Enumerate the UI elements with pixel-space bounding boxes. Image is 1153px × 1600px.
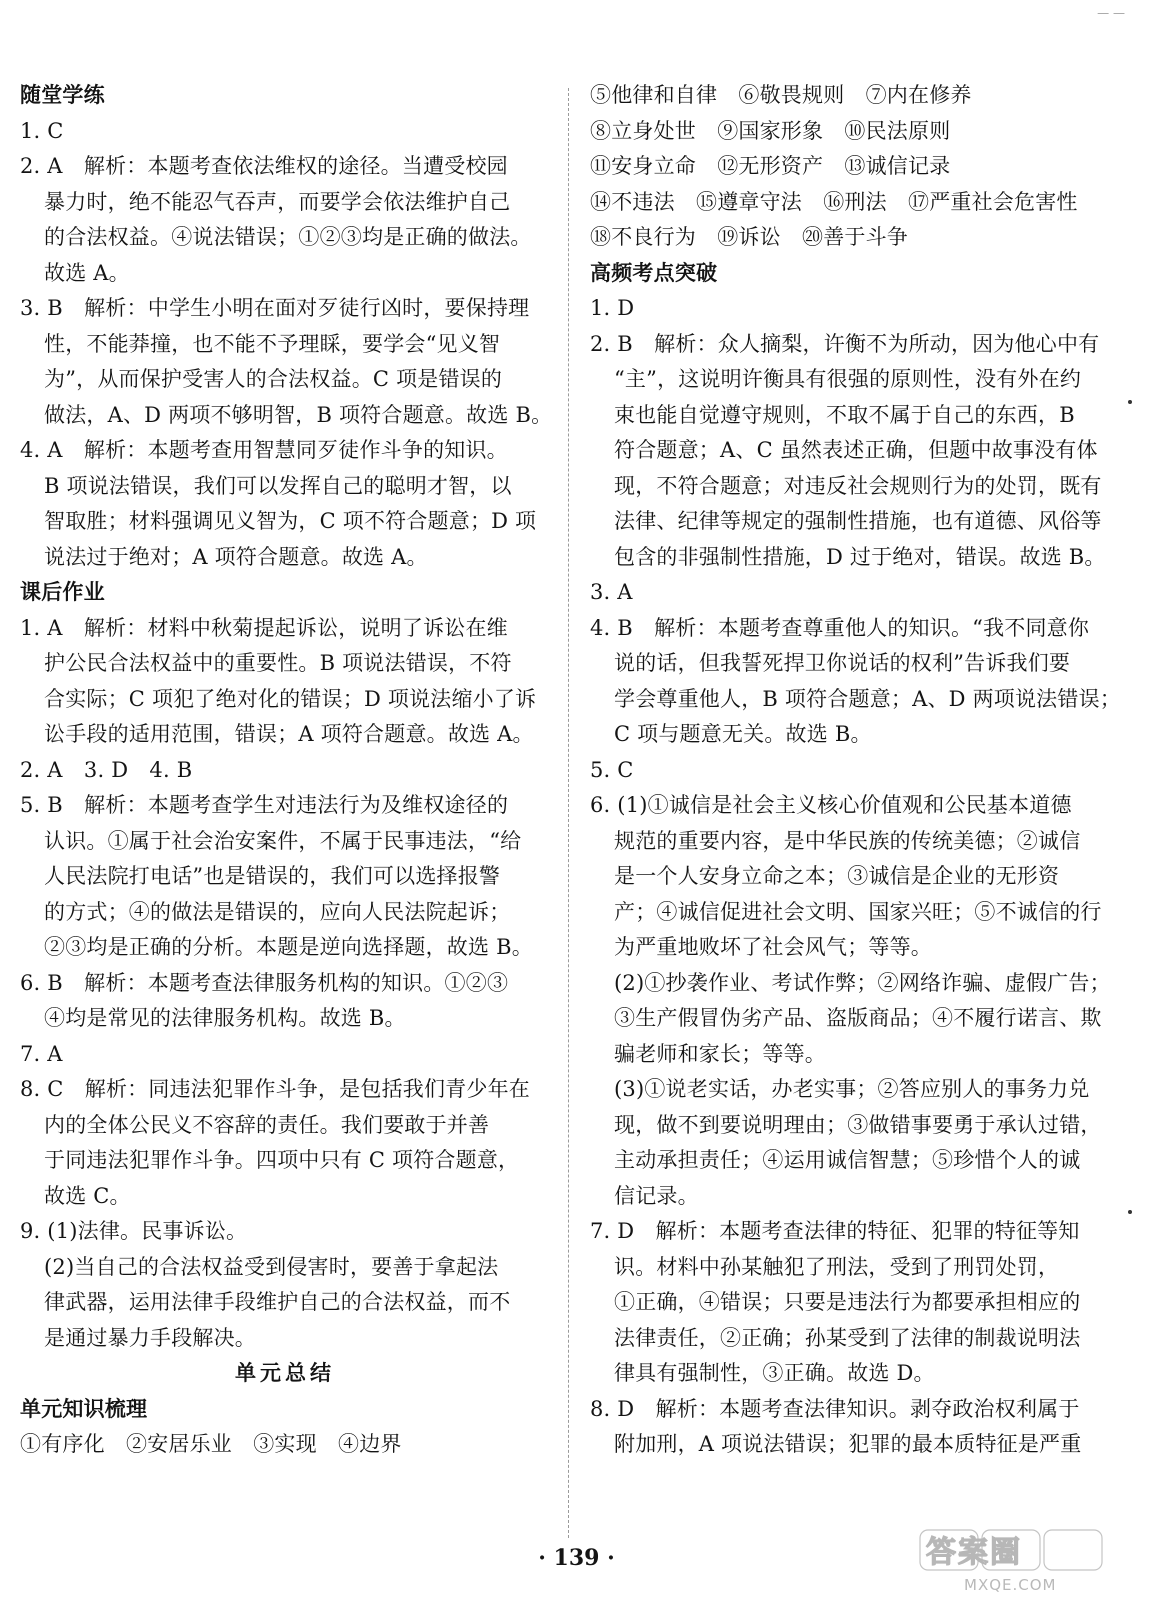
answer-line: 性，不能莽撞，也不能不予理睬，要学会“见义智	[44, 331, 501, 356]
answer-line: 认识。①属于社会治安案件，不属于民事违法，“给	[44, 828, 522, 853]
answer-line: 讼手段的适用范围，错误；A 项符合题意。故选 A。	[44, 722, 534, 746]
answer-line: (3)①说老实话，办老实事；②答应别人的事务力兑	[614, 1077, 1090, 1101]
answer-line: 信记录。	[614, 1183, 699, 1208]
corner-mark: — —	[1097, 6, 1125, 20]
answer-line: (2)当自己的合法权益受到侵害时，要善于拿起法	[44, 1254, 499, 1279]
answer-line: 规范的重要内容，是中华民族的传统美德；②诚信	[614, 828, 1081, 853]
answer-line: 1. D	[590, 296, 635, 320]
answer-line: 2. B 解析：众人摘梨，许衡不为所动，因为他心中有	[590, 331, 1100, 356]
answer-line: 人民法院打电话”也是错误的，我们可以选择报警	[44, 864, 501, 888]
answer-line: 2. A 解析：本题考查依法维权的途径。当遭受校园	[20, 154, 508, 178]
watermark-logo-text: 答案圈	[926, 1535, 1022, 1570]
answer-line: 合实际；C 项犯了绝对化的错误；D 项说法缩小了诉	[44, 686, 537, 711]
answer-line: 故选 A。	[44, 260, 130, 285]
section-heading: 随堂学练	[20, 83, 105, 107]
section-heading: 单元知识梳理	[20, 1396, 148, 1421]
section-heading: 高频考点突破	[590, 260, 718, 285]
answer-line: 律武器，运用法律手段维护自己的合法权益，而不	[44, 1290, 511, 1314]
answer-line: 附加刑，A 项说法错误；犯罪的最本质特征是严重	[614, 1432, 1082, 1456]
answer-line: ①有序化 ②安居乐业 ③实现 ④边界	[20, 1432, 402, 1456]
answer-line: (2)①抄袭作业、考试作弊；②网络诈骗、虚假广告；	[614, 970, 1111, 995]
answer-line: 法律、纪律等规定的强制性措施，也有道德、风俗等	[614, 509, 1102, 533]
answer-line: 9. (1)法律。民事诉讼。	[20, 1219, 248, 1243]
answer-line: 1. A 解析：材料中秋菊提起诉讼，说明了诉讼在维	[20, 615, 508, 640]
answer-line: ①正确，④错误；只要是违法行为都要承担相应的	[614, 1290, 1081, 1314]
answer-line: ⑪安身立命 ⑫无形资产 ⑬诚信记录	[590, 154, 951, 178]
answer-line: 8. C 解析：同违法犯罪作斗争，是包括我们青少年在	[20, 1077, 530, 1101]
answer-line: 的方式；④的做法是错误的，应向人民法院起诉；	[44, 899, 511, 924]
answer-line: 1. C	[20, 118, 64, 143]
answer-line: 说法过于绝对；A 项符合题意。故选 A。	[44, 544, 428, 569]
answer-line: 为”，从而保护受害人的合法权益。C 项是错误的	[44, 367, 503, 391]
answer-line: 2. A 3. D 4. B	[20, 757, 193, 782]
answer-line: 7. A	[20, 1041, 63, 1066]
answer-line: 故选 C。	[44, 1183, 131, 1208]
answer-line: 是一个人安身立命之本；③诚信是企业的无形资	[614, 864, 1060, 888]
answer-line: B 项说法错误，我们可以发挥自己的聪明才智，以	[44, 473, 512, 498]
watermark-url: MXQE.COM	[964, 1576, 1057, 1594]
answer-line: 包含的非强制性措施，D 过于绝对，错误。故选 B。	[614, 544, 1106, 569]
answer-line: 3. A	[590, 580, 633, 604]
answer-line: 束也能自觉遵守规则，不取不属于自己的东西，B	[614, 402, 1075, 427]
answer-line: 现，不符合题意；对违反社会规则行为的处罚，既有	[614, 473, 1102, 498]
left-column	[20, 78, 553, 1463]
margin-dot	[1128, 400, 1132, 404]
answer-line: ⑱不良行为 ⑲诉讼 ⑳善于斗争	[590, 225, 908, 249]
answer-line: 主动承担责任；④运用诚信智慧；⑤珍惜个人的诚	[614, 1148, 1081, 1172]
answer-line: 7. D 解析：本题考查法律的特征、犯罪的特征等知	[590, 1219, 1080, 1243]
section-heading: 单元总结	[235, 1361, 335, 1385]
section-heading: 课后作业	[20, 580, 105, 604]
answer-line: 8. D 解析：本题考查法律知识。剥夺政治权利属于	[590, 1396, 1080, 1421]
answer-line: 符合题意；A、C 虽然表述正确，但题中故事没有体	[614, 438, 1098, 462]
answer-line: C 项与题意无关。故选 B。	[614, 722, 872, 746]
answer-line: 现，做不到要说明理由；③做错事要勇于承认过错，	[614, 1112, 1102, 1137]
answer-line: ②③均是正确的分析。本题是逆向选择题，故选 B。	[44, 935, 533, 959]
answer-line: 产；④诚信促进社会文明、国家兴旺；⑤不诚信的行	[614, 899, 1102, 924]
watermark-logo	[918, 1528, 1140, 1594]
answer-line: 学会尊重他人，B 项符合题意；A、D 两项说法错误；	[614, 686, 1121, 711]
answer-line: 5. C	[590, 757, 634, 782]
page-number: · 139 ·	[538, 1545, 615, 1571]
answer-line: “主”，这说明许衡具有很强的原则性，没有外在约	[614, 367, 1082, 391]
answer-line: 法律责任，②正确；孙某受到了法律的制裁说明法	[614, 1325, 1081, 1350]
answer-line: 4. B 解析：本题考查尊重他人的知识。“我不同意你	[590, 615, 1090, 640]
answer-line: 智取胜；材料强调见义智为，C 项不符合题意；D 项	[44, 509, 537, 533]
answer-line: ⑧立身处世 ⑨国家形象 ⑩民法原则	[590, 118, 951, 143]
answer-line: ⑤他律和自律 ⑥敬畏规则 ⑦内在修养	[590, 83, 972, 107]
margin-dot	[1128, 1210, 1132, 1214]
answer-line: ⑭不违法 ⑮遵章守法 ⑯刑法 ⑰严重社会危害性	[590, 189, 1078, 214]
answer-line: 暴力时，绝不能忍气吞声，而要学会依法维护自己	[44, 189, 511, 214]
answer-line: 于同违法犯罪作斗争。四项中只有 C 项符合题意，	[44, 1148, 520, 1172]
answer-line: 律具有强制性，③正确。故选 D。	[614, 1361, 935, 1385]
answer-line: 护公民合法权益中的重要性。B 项说法错误，不符	[44, 651, 512, 675]
answer-line: 5. B 解析：本题考查学生对违法行为及维权途径的	[20, 793, 509, 817]
answer-line: 骗老师和家长；等等。	[614, 1041, 826, 1066]
column-divider	[568, 88, 569, 1538]
answer-line: 做法，A、D 两项不够明智，B 项符合题意。故选 B。	[44, 402, 553, 427]
answer-line: 是通过暴力手段解决。	[44, 1325, 256, 1350]
answer-line: 6. B 解析：本题考查法律服务机构的知识。①②③	[20, 970, 509, 995]
answer-line: 识。材料中孙某触犯了刑法，受到了刑罚处罚，	[614, 1254, 1060, 1279]
right-column	[590, 78, 1120, 1463]
answer-line: 内的全体公民义不容辞的责任。我们要敢于并善	[44, 1112, 490, 1137]
answer-line: 6. (1)①诚信是社会主义核心价值观和公民基本道德	[590, 793, 1072, 817]
answer-line: ③生产假冒伪劣产品、盗版商品；④不履行诺言、欺	[614, 1006, 1102, 1030]
answer-line: 4. A 解析：本题考查用智慧同歹徒作斗争的知识。	[20, 438, 508, 462]
answer-line: ④均是常见的法律服务机构。故选 B。	[44, 1006, 406, 1030]
answer-line: 说的话，但我誓死捍卫你说话的权利”告诉我们要	[614, 651, 1071, 675]
answer-line: 3. B 解析：中学生小明在面对歹徒行凶时，要保持理	[20, 296, 530, 320]
answer-line: 的合法权益。④说法错误；①②③均是正确的做法。	[44, 225, 532, 249]
answer-line: 为严重地败坏了社会风气；等等。	[614, 935, 932, 959]
